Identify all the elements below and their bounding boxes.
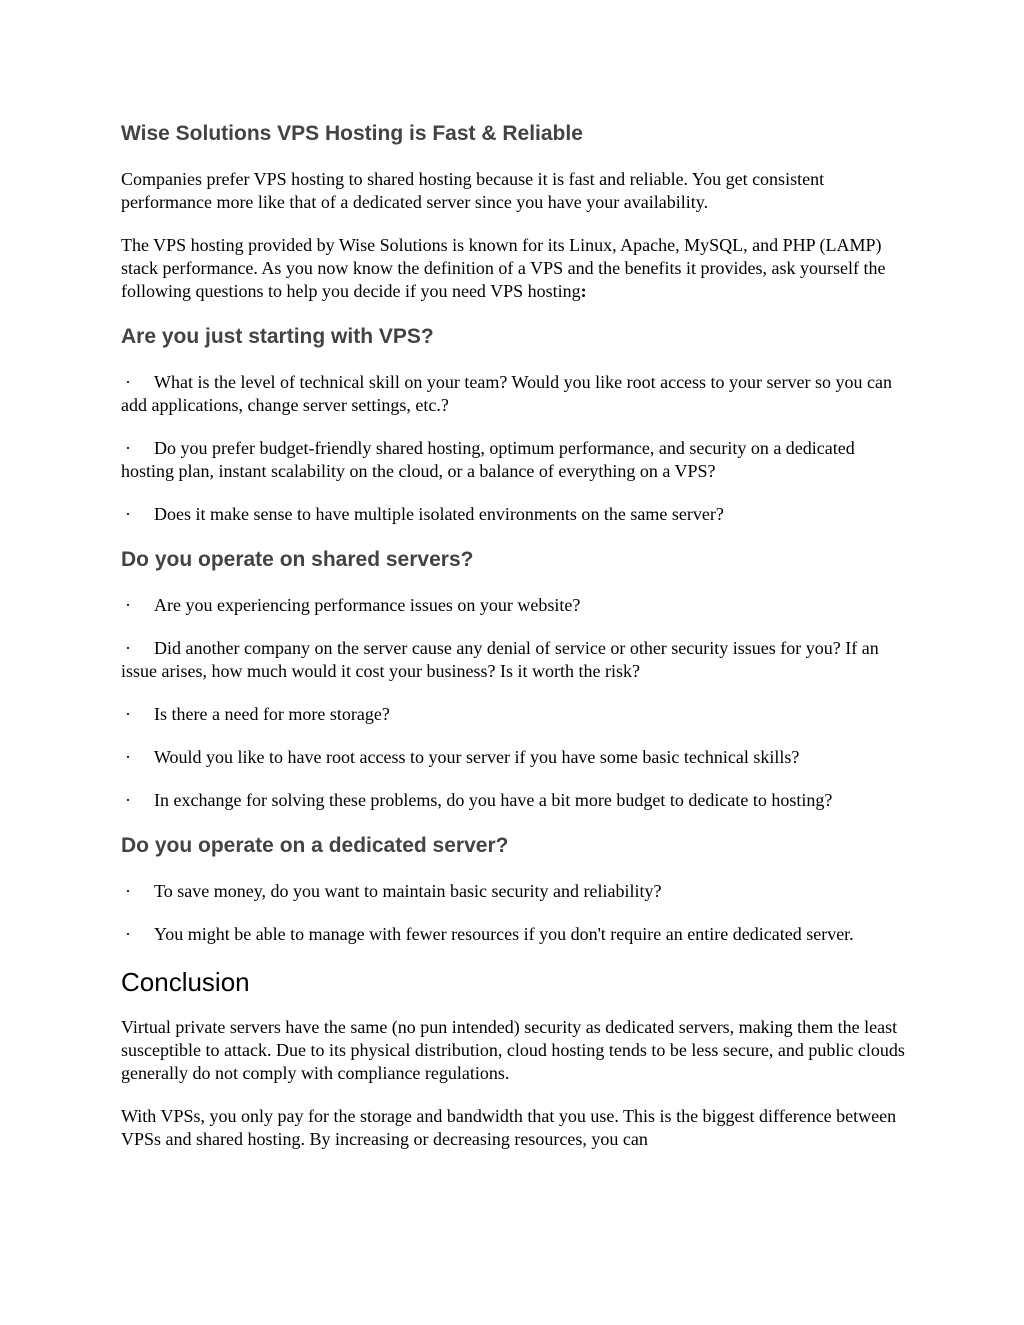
heading-dedicated-server: Do you operate on a dedicated server?	[121, 834, 509, 857]
list-item-text: Did another company on the server cause any denial of service or other security issues for you? If an issue arises, how much would it cost your business? Is it worth the risk?	[121, 638, 879, 681]
list-item	[121, 789, 911, 812]
list-item	[121, 880, 911, 903]
list-item-text: What is the level of technical skill on your team? Would you like root access to your server so you can add applications, change server settings, etc.?	[121, 372, 893, 415]
bullet-dot: ·	[125, 372, 131, 392]
list-item-text: Would you like to have root access to your server if you have some basic technical skills?	[154, 747, 800, 767]
paragraph-lamp	[121, 234, 911, 303]
bullet-dot: ·	[125, 790, 131, 810]
bullet-dot: ·	[125, 638, 131, 658]
list-item-text: Are you experiencing performance issues on your website?	[154, 595, 581, 615]
bullet-dot: ·	[125, 504, 131, 524]
list-item	[121, 371, 911, 417]
list-item	[121, 923, 911, 946]
list-item-text: Is there a need for more storage?	[154, 704, 390, 724]
bullet-dot: ·	[125, 924, 131, 944]
list-item-text: Do you prefer budget-friendly shared hosting, optimum performance, and security on a dedicated hosting plan, instant scalability on the cloud, or a balance of everything on a VPS?	[121, 438, 855, 481]
list-item	[121, 637, 911, 683]
list-item	[121, 703, 911, 726]
list-item	[121, 746, 911, 769]
heading-vps-fast-reliable: Wise Solutions VPS Hosting is Fast & Reliable	[121, 122, 583, 145]
list-item	[121, 437, 911, 483]
list-item-text: In exchange for solving these problems, do you have a bit more budget to dedicate to hosting?	[154, 790, 833, 810]
heading-conclusion: Conclusion	[121, 967, 250, 997]
heading-shared-servers: Do you operate on shared servers?	[121, 548, 474, 571]
paragraph-intro: Companies prefer VPS hosting to shared hosting because it is fast and reliable. You get consistent performance more like that of a dedicated server since you have your availability.	[121, 169, 825, 212]
list-item-text: You might be able to manage with fewer resources if you don't require an entire dedicated server.	[154, 924, 854, 944]
document-page	[121, 120, 911, 1171]
list-item	[121, 594, 911, 617]
paragraph-pricing: With VPSs, you only pay for the storage and bandwidth that you use. This is the biggest difference between VPSs and shared hosting. By increasing or decreasing resources, you can	[121, 1106, 897, 1149]
paragraph-lamp-text: The VPS hosting provided by Wise Solutions is known for its Linux, Apache, MySQL, and PHP (LAMP) stack performance. As you now know the definition of a VPS and the benefits it provides, ask yourself the following questions to help you decide if you need VPS hosting	[121, 235, 886, 301]
list-item	[121, 503, 911, 526]
bullet-dot: ·	[125, 438, 131, 458]
list-item-text: To save money, do you want to maintain basic security and reliability?	[154, 881, 662, 901]
bullet-dot: ·	[125, 747, 131, 767]
bullet-dot: ·	[125, 881, 131, 901]
bullet-dot: ·	[125, 595, 131, 615]
heading-starting-vps: Are you just starting with VPS?	[121, 325, 434, 348]
paragraph-security: Virtual private servers have the same (no pun intended) security as dedicated servers, making them the least susceptible to attack. Due to its physical distribution, cloud hosting tends to be less secure, and public clouds generally do not comply with compliance regulations.	[121, 1017, 905, 1083]
bullet-dot: ·	[125, 704, 131, 724]
list-item-text: Does it make sense to have multiple isolated environments on the same server?	[154, 504, 724, 524]
paragraph-lamp-colon: :	[580, 281, 587, 301]
